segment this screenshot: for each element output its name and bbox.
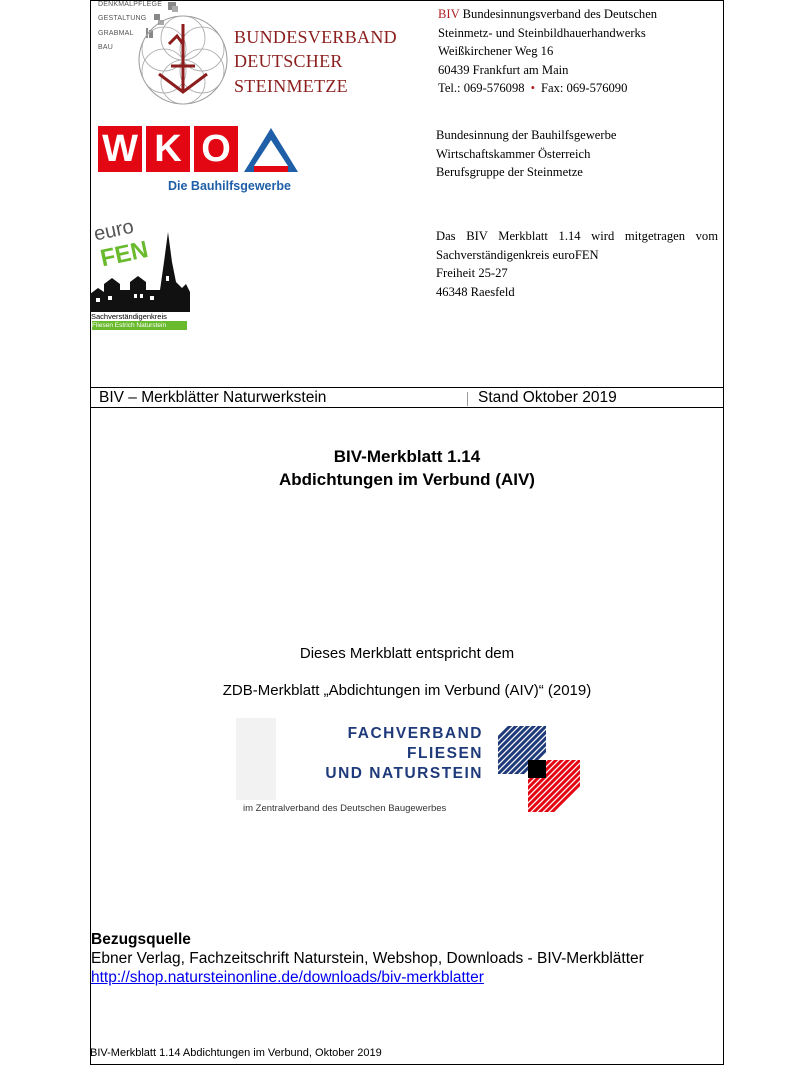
fachverband-line: FACHVERBAND bbox=[347, 725, 483, 742]
craft-label: GESTALTUNG bbox=[98, 15, 147, 22]
fax: Fax: 069-576090 bbox=[541, 81, 628, 96]
address-line: Freiheit 25-27 bbox=[436, 266, 508, 281]
address-line: Bundesinnungsverband des Deutschen bbox=[462, 7, 658, 21]
statement-line: ZDB-Merkblatt „Abdichtungen im Verbund (AIV)“ (2019) bbox=[222, 682, 592, 699]
biv-name-line: BUNDESVERBAND bbox=[234, 27, 397, 47]
eurofen-euro: euro bbox=[92, 215, 136, 246]
source-heading: Bezugsquelle bbox=[91, 931, 191, 948]
wko-letter: O bbox=[194, 126, 238, 172]
source-block bbox=[91, 930, 644, 987]
wko-triangle-icon bbox=[242, 126, 300, 174]
divider bbox=[90, 387, 724, 388]
biv-logo bbox=[96, 0, 416, 105]
biv-abbr: BIV bbox=[438, 7, 460, 21]
separator-dot: • bbox=[530, 81, 535, 96]
fachverband-logo bbox=[236, 718, 586, 818]
address-line: 46348 Raesfeld bbox=[436, 284, 515, 299]
document-title: BIV-Merkblatt 1.14 bbox=[333, 447, 481, 466]
source-link[interactable]: http://shop.natursteinonline.de/downloads/biv-merkblatter bbox=[91, 969, 484, 986]
craft-label: BAU bbox=[98, 44, 113, 51]
address-line: Berufsgruppe der Steinmetze bbox=[436, 165, 583, 180]
address-line: Wirtschaftskammer Österreich bbox=[436, 146, 591, 161]
fachverband-subtitle: im Zentralverband des Deutschen Baugewerbes bbox=[243, 803, 447, 814]
wko-subtitle: Die Bauhilfsgewerbe bbox=[168, 179, 291, 193]
fachverband-line: FLIESEN bbox=[407, 745, 483, 762]
phone: Tel.: 069-576098 bbox=[438, 81, 525, 96]
fachverband-stripes-icon bbox=[498, 726, 582, 812]
address-line: Weißkirchener Weg 16 bbox=[438, 44, 554, 59]
steinmetz-emblem-icon bbox=[137, 14, 229, 106]
wko-address bbox=[436, 126, 616, 182]
address-line: Sachverständigenkreis euroFEN bbox=[436, 247, 599, 262]
divider bbox=[90, 407, 724, 408]
address-line: Das BIV Merkblatt 1.14 wird mitgetragen vom bbox=[436, 229, 718, 243]
address-line: Bundesinnung der Bauhilfsgewerbe bbox=[436, 128, 617, 142]
address-line: Steinmetz- und Steinbildhauerhandwerks bbox=[438, 25, 646, 40]
divider bbox=[467, 392, 468, 406]
source-text: Ebner Verlag, Fachzeitschrift Naturstein, Webshop, Downloads - BIV-Merkblätter bbox=[91, 950, 644, 967]
town-silhouette-icon bbox=[90, 232, 190, 312]
fachverband-line: UND NATURSTEIN bbox=[325, 765, 483, 782]
document-subtitle: Abdichtungen im Verbund (AIV) bbox=[279, 470, 535, 489]
fachverband-name bbox=[325, 724, 483, 784]
wko-letter: K bbox=[146, 126, 190, 172]
eurofen-address bbox=[436, 227, 718, 301]
biv-name-line: DEUTSCHER bbox=[234, 51, 343, 71]
statement-line: Dieses Merkblatt entspricht dem bbox=[299, 645, 515, 662]
eurofen-logo bbox=[90, 215, 190, 332]
craft-label: DENKMALPFLEGE bbox=[98, 1, 163, 8]
wko-letter: W bbox=[98, 126, 142, 172]
biv-name-line: STEINMETZE bbox=[234, 76, 348, 96]
biv-address bbox=[438, 5, 657, 98]
wko-logo bbox=[98, 126, 303, 196]
page-footer: BIV-Merkblatt 1.14 Abdichtungen im Verbund, Oktober 2019 bbox=[90, 1047, 382, 1059]
header-right: Stand Oktober 2019 bbox=[478, 389, 617, 406]
craft-label: GRABMAL bbox=[98, 30, 134, 37]
eurofen-tagline: Fliesen Estrich Naturstein bbox=[92, 321, 187, 330]
address-line: 60439 Frankfurt am Main bbox=[438, 62, 569, 77]
eurofen-caption: Sachverständigenkreis bbox=[91, 312, 167, 321]
eurofen-fen: FEN bbox=[98, 236, 151, 273]
header-left: BIV – Merkblätter Naturwerkstein bbox=[99, 389, 327, 406]
logo-shade bbox=[236, 718, 276, 800]
